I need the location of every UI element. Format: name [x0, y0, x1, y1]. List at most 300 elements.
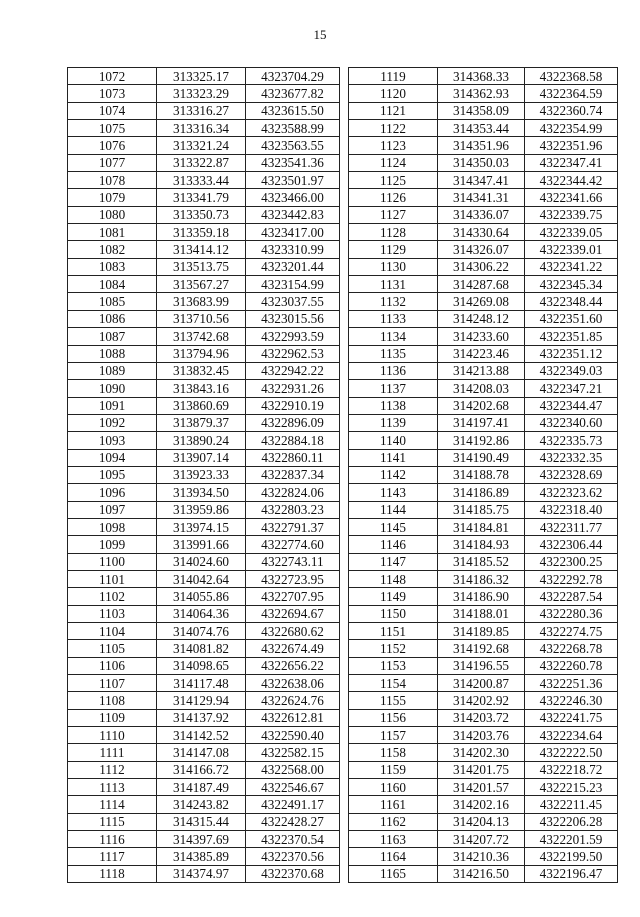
table-row: [349, 692, 618, 709]
point-number-cell: 1078: [68, 172, 157, 189]
y-coordinate-cell: 4323704.29: [246, 68, 340, 85]
y-coordinate-cell: 4322344.47: [525, 397, 618, 414]
y-coordinate-cell: 4322638.06: [246, 675, 340, 692]
point-number-cell: 1162: [349, 813, 438, 830]
table-row: [349, 831, 618, 848]
y-coordinate-cell: 4322201.59: [525, 831, 618, 848]
x-coordinate-cell: 314098.65: [157, 657, 246, 674]
table-row: [349, 137, 618, 154]
table-row: [349, 675, 618, 692]
y-coordinate-cell: 4322349.03: [525, 362, 618, 379]
y-coordinate-cell: 4322910.19: [246, 397, 340, 414]
y-coordinate-cell: 4323154.99: [246, 276, 340, 293]
table-row: [68, 154, 340, 171]
x-coordinate-cell: 313316.34: [157, 120, 246, 137]
table-row: [68, 102, 340, 119]
point-number-cell: 1082: [68, 241, 157, 258]
point-number-cell: 1096: [68, 484, 157, 501]
point-number-cell: 1161: [349, 796, 438, 813]
table-row: [68, 657, 340, 674]
table-row: [68, 640, 340, 657]
table-row: [349, 380, 618, 397]
x-coordinate-cell: 314353.44: [438, 120, 525, 137]
table-row: [68, 692, 340, 709]
table-row: [68, 449, 340, 466]
x-coordinate-cell: 314202.68: [438, 397, 525, 414]
table-row: [349, 85, 618, 102]
table-row: [349, 484, 618, 501]
point-number-cell: 1152: [349, 640, 438, 657]
y-coordinate-cell: 4322837.34: [246, 466, 340, 483]
y-coordinate-cell: 4322612.81: [246, 709, 340, 726]
point-number-cell: 1088: [68, 345, 157, 362]
y-coordinate-cell: 4322206.28: [525, 813, 618, 830]
coordinate-table-left: [67, 67, 340, 883]
point-number-cell: 1086: [68, 310, 157, 327]
point-number-cell: 1081: [68, 224, 157, 241]
table-row: [349, 397, 618, 414]
point-number-cell: 1111: [68, 744, 157, 761]
x-coordinate-cell: 314203.76: [438, 727, 525, 744]
point-number-cell: 1127: [349, 206, 438, 223]
x-coordinate-cell: 314185.75: [438, 501, 525, 518]
y-coordinate-cell: 4322347.41: [525, 154, 618, 171]
x-coordinate-cell: 314192.68: [438, 640, 525, 657]
x-coordinate-cell: 313860.69: [157, 397, 246, 414]
x-coordinate-cell: 314186.90: [438, 588, 525, 605]
y-coordinate-cell: 4323310.99: [246, 241, 340, 258]
table-row: [349, 848, 618, 865]
table-row: [349, 796, 618, 813]
table-row: [68, 258, 340, 275]
y-coordinate-cell: 4323615.50: [246, 102, 340, 119]
point-number-cell: 1143: [349, 484, 438, 501]
table-row: [349, 727, 618, 744]
table-row: [68, 744, 340, 761]
y-coordinate-cell: 4322292.78: [525, 570, 618, 587]
point-number-cell: 1138: [349, 397, 438, 414]
point-number-cell: 1120: [349, 85, 438, 102]
x-coordinate-cell: 313323.29: [157, 85, 246, 102]
y-coordinate-cell: 4322743.11: [246, 553, 340, 570]
table-row: [68, 553, 340, 570]
point-number-cell: 1087: [68, 328, 157, 345]
x-coordinate-cell: 314064.36: [157, 605, 246, 622]
point-number-cell: 1123: [349, 137, 438, 154]
point-number-cell: 1151: [349, 623, 438, 640]
coordinate-table-right: [348, 67, 618, 883]
table-row: [349, 588, 618, 605]
point-number-cell: 1102: [68, 588, 157, 605]
x-coordinate-cell: 314117.48: [157, 675, 246, 692]
table-row: [68, 206, 340, 223]
table-row: [68, 501, 340, 518]
x-coordinate-cell: 314185.52: [438, 553, 525, 570]
table-row: [349, 189, 618, 206]
y-coordinate-cell: 4323466.00: [246, 189, 340, 206]
y-coordinate-cell: 4323015.56: [246, 310, 340, 327]
x-coordinate-cell: 313890.24: [157, 432, 246, 449]
point-number-cell: 1159: [349, 761, 438, 778]
x-coordinate-cell: 314081.82: [157, 640, 246, 657]
x-coordinate-cell: 313879.37: [157, 414, 246, 431]
table-row: [349, 345, 618, 362]
table-row: [68, 605, 340, 622]
table-row: [68, 362, 340, 379]
point-number-cell: 1105: [68, 640, 157, 657]
x-coordinate-cell: 313907.14: [157, 449, 246, 466]
y-coordinate-cell: 4322344.42: [525, 172, 618, 189]
x-coordinate-cell: 314223.46: [438, 345, 525, 362]
x-coordinate-cell: 314166.72: [157, 761, 246, 778]
x-coordinate-cell: 314204.13: [438, 813, 525, 830]
y-coordinate-cell: 4322287.54: [525, 588, 618, 605]
x-coordinate-cell: 313341.79: [157, 189, 246, 206]
point-number-cell: 1074: [68, 102, 157, 119]
y-coordinate-cell: 4322370.54: [246, 831, 340, 848]
x-coordinate-cell: 314184.93: [438, 536, 525, 553]
point-number-cell: 1101: [68, 570, 157, 587]
x-coordinate-cell: 313513.75: [157, 258, 246, 275]
point-number-cell: 1131: [349, 276, 438, 293]
table-row: [68, 397, 340, 414]
point-number-cell: 1139: [349, 414, 438, 431]
point-number-cell: 1112: [68, 761, 157, 778]
table-row: [349, 154, 618, 171]
table-row: [349, 102, 618, 119]
x-coordinate-cell: 314208.03: [438, 380, 525, 397]
point-number-cell: 1134: [349, 328, 438, 345]
y-coordinate-cell: 4322196.47: [525, 865, 618, 882]
y-coordinate-cell: 4322546.67: [246, 779, 340, 796]
y-coordinate-cell: 4322260.78: [525, 657, 618, 674]
y-coordinate-cell: 4322339.01: [525, 241, 618, 258]
point-number-cell: 1149: [349, 588, 438, 605]
y-coordinate-cell: 4322428.27: [246, 813, 340, 830]
y-coordinate-cell: 4322351.85: [525, 328, 618, 345]
point-number-cell: 1110: [68, 727, 157, 744]
y-coordinate-cell: 4322339.05: [525, 224, 618, 241]
y-coordinate-cell: 4322774.60: [246, 536, 340, 553]
point-number-cell: 1118: [68, 865, 157, 882]
point-number-cell: 1144: [349, 501, 438, 518]
table-row: [349, 206, 618, 223]
table-row: [349, 276, 618, 293]
x-coordinate-cell: 314216.50: [438, 865, 525, 882]
point-number-cell: 1095: [68, 466, 157, 483]
x-coordinate-cell: 313974.15: [157, 518, 246, 535]
x-coordinate-cell: 314368.33: [438, 68, 525, 85]
table-row: [68, 865, 340, 882]
x-coordinate-cell: 314351.96: [438, 137, 525, 154]
y-coordinate-cell: 4322942.22: [246, 362, 340, 379]
point-number-cell: 1164: [349, 848, 438, 865]
x-coordinate-cell: 313321.24: [157, 137, 246, 154]
x-coordinate-cell: 314213.88: [438, 362, 525, 379]
y-coordinate-cell: 4322300.25: [525, 553, 618, 570]
point-number-cell: 1076: [68, 137, 157, 154]
y-coordinate-cell: 4322345.34: [525, 276, 618, 293]
table-row: [68, 432, 340, 449]
y-coordinate-cell: 4322582.15: [246, 744, 340, 761]
x-coordinate-cell: 313843.16: [157, 380, 246, 397]
point-number-cell: 1129: [349, 241, 438, 258]
table-row: [349, 258, 618, 275]
y-coordinate-cell: 4322335.73: [525, 432, 618, 449]
point-number-cell: 1163: [349, 831, 438, 848]
y-coordinate-cell: 4322884.18: [246, 432, 340, 449]
x-coordinate-cell: 313325.17: [157, 68, 246, 85]
point-number-cell: 1084: [68, 276, 157, 293]
y-coordinate-cell: 4322323.62: [525, 484, 618, 501]
point-number-cell: 1136: [349, 362, 438, 379]
y-coordinate-cell: 4322268.78: [525, 640, 618, 657]
table-row: [68, 189, 340, 206]
table-row: [349, 744, 618, 761]
y-coordinate-cell: 4322339.75: [525, 206, 618, 223]
y-coordinate-cell: 4322351.12: [525, 345, 618, 362]
x-coordinate-cell: 314055.86: [157, 588, 246, 605]
y-coordinate-cell: 4322280.36: [525, 605, 618, 622]
point-number-cell: 1092: [68, 414, 157, 431]
point-number-cell: 1109: [68, 709, 157, 726]
x-coordinate-cell: 314186.89: [438, 484, 525, 501]
point-number-cell: 1160: [349, 779, 438, 796]
y-coordinate-cell: 4322931.26: [246, 380, 340, 397]
table-row: [349, 623, 618, 640]
point-number-cell: 1089: [68, 362, 157, 379]
x-coordinate-cell: 313832.45: [157, 362, 246, 379]
point-number-cell: 1157: [349, 727, 438, 744]
point-number-cell: 1099: [68, 536, 157, 553]
point-number-cell: 1148: [349, 570, 438, 587]
table-row: [68, 276, 340, 293]
point-number-cell: 1073: [68, 85, 157, 102]
point-number-cell: 1072: [68, 68, 157, 85]
y-coordinate-cell: 4323442.83: [246, 206, 340, 223]
y-coordinate-cell: 4322803.23: [246, 501, 340, 518]
x-coordinate-cell: 313359.18: [157, 224, 246, 241]
table-row: [349, 605, 618, 622]
x-coordinate-cell: 314200.87: [438, 675, 525, 692]
y-coordinate-cell: 4322656.22: [246, 657, 340, 674]
point-number-cell: 1133: [349, 310, 438, 327]
table-row: [68, 85, 340, 102]
x-coordinate-cell: 313794.96: [157, 345, 246, 362]
x-coordinate-cell: 314315.44: [157, 813, 246, 830]
point-number-cell: 1079: [68, 189, 157, 206]
x-coordinate-cell: 314024.60: [157, 553, 246, 570]
table-row: [349, 293, 618, 310]
y-coordinate-cell: 4322318.40: [525, 501, 618, 518]
point-number-cell: 1108: [68, 692, 157, 709]
y-coordinate-cell: 4323417.00: [246, 224, 340, 241]
point-number-cell: 1100: [68, 553, 157, 570]
point-number-cell: 1119: [349, 68, 438, 85]
x-coordinate-cell: 314326.07: [438, 241, 525, 258]
y-coordinate-cell: 4322328.69: [525, 466, 618, 483]
y-coordinate-cell: 4323541.36: [246, 154, 340, 171]
point-number-cell: 1090: [68, 380, 157, 397]
y-coordinate-cell: 4322241.75: [525, 709, 618, 726]
table-row: [349, 865, 618, 882]
table-row: [68, 518, 340, 535]
table-row: [349, 224, 618, 241]
point-number-cell: 1125: [349, 172, 438, 189]
table-row: [349, 414, 618, 431]
y-coordinate-cell: 4322674.49: [246, 640, 340, 657]
x-coordinate-cell: 314186.32: [438, 570, 525, 587]
table-row: [349, 172, 618, 189]
point-number-cell: 1142: [349, 466, 438, 483]
x-coordinate-cell: 314196.55: [438, 657, 525, 674]
x-coordinate-cell: 314203.72: [438, 709, 525, 726]
table-row: [349, 570, 618, 587]
x-coordinate-cell: 314188.78: [438, 466, 525, 483]
x-coordinate-cell: 314350.03: [438, 154, 525, 171]
y-coordinate-cell: 4323677.82: [246, 85, 340, 102]
x-coordinate-cell: 314358.09: [438, 102, 525, 119]
x-coordinate-cell: 313683.99: [157, 293, 246, 310]
y-coordinate-cell: 4322723.95: [246, 570, 340, 587]
y-coordinate-cell: 4323588.99: [246, 120, 340, 137]
x-coordinate-cell: 314129.94: [157, 692, 246, 709]
y-coordinate-cell: 4322707.95: [246, 588, 340, 605]
y-coordinate-cell: 4322234.64: [525, 727, 618, 744]
y-coordinate-cell: 4322341.22: [525, 258, 618, 275]
table-row: [68, 414, 340, 431]
x-coordinate-cell: 314248.12: [438, 310, 525, 327]
table-row: [349, 709, 618, 726]
y-coordinate-cell: 4322360.74: [525, 102, 618, 119]
x-coordinate-cell: 314233.60: [438, 328, 525, 345]
y-coordinate-cell: 4322340.60: [525, 414, 618, 431]
point-number-cell: 1080: [68, 206, 157, 223]
point-number-cell: 1117: [68, 848, 157, 865]
y-coordinate-cell: 4322624.76: [246, 692, 340, 709]
table-row: [68, 848, 340, 865]
x-coordinate-cell: 313350.73: [157, 206, 246, 223]
y-coordinate-cell: 4322311.77: [525, 518, 618, 535]
table-row: [68, 466, 340, 483]
table-row: [68, 293, 340, 310]
table-row: [349, 328, 618, 345]
table-row: [68, 761, 340, 778]
table-row: [349, 518, 618, 535]
x-coordinate-cell: 314074.76: [157, 623, 246, 640]
table-row: [68, 380, 340, 397]
y-coordinate-cell: 4323501.97: [246, 172, 340, 189]
point-number-cell: 1141: [349, 449, 438, 466]
point-number-cell: 1156: [349, 709, 438, 726]
y-coordinate-cell: 4323037.55: [246, 293, 340, 310]
x-coordinate-cell: 314397.69: [157, 831, 246, 848]
x-coordinate-cell: 313742.68: [157, 328, 246, 345]
point-number-cell: 1104: [68, 623, 157, 640]
y-coordinate-cell: 4322962.53: [246, 345, 340, 362]
point-number-cell: 1126: [349, 189, 438, 206]
y-coordinate-cell: 4322306.44: [525, 536, 618, 553]
point-number-cell: 1083: [68, 258, 157, 275]
table-row: [68, 623, 340, 640]
point-number-cell: 1124: [349, 154, 438, 171]
point-number-cell: 1113: [68, 779, 157, 796]
y-coordinate-cell: 4322215.23: [525, 779, 618, 796]
point-number-cell: 1093: [68, 432, 157, 449]
point-number-cell: 1155: [349, 692, 438, 709]
point-number-cell: 1145: [349, 518, 438, 535]
x-coordinate-cell: 314192.86: [438, 432, 525, 449]
x-coordinate-cell: 314187.49: [157, 779, 246, 796]
table-row: [68, 484, 340, 501]
table-row: [68, 345, 340, 362]
y-coordinate-cell: 4322368.58: [525, 68, 618, 85]
table-row: [68, 813, 340, 830]
point-number-cell: 1094: [68, 449, 157, 466]
x-coordinate-cell: 313923.33: [157, 466, 246, 483]
table-row: [349, 120, 618, 137]
x-coordinate-cell: 313322.87: [157, 154, 246, 171]
point-number-cell: 1130: [349, 258, 438, 275]
point-number-cell: 1116: [68, 831, 157, 848]
table-row: [68, 779, 340, 796]
y-coordinate-cell: 4322993.59: [246, 328, 340, 345]
x-coordinate-cell: 314243.82: [157, 796, 246, 813]
table-row: [68, 675, 340, 692]
x-coordinate-cell: 314190.49: [438, 449, 525, 466]
table-row: [349, 501, 618, 518]
y-coordinate-cell: 4322694.67: [246, 605, 340, 622]
y-coordinate-cell: 4322354.99: [525, 120, 618, 137]
y-coordinate-cell: 4322246.30: [525, 692, 618, 709]
y-coordinate-cell: 4322211.45: [525, 796, 618, 813]
point-number-cell: 1137: [349, 380, 438, 397]
y-coordinate-cell: 4322274.75: [525, 623, 618, 640]
x-coordinate-cell: 314042.64: [157, 570, 246, 587]
point-number-cell: 1114: [68, 796, 157, 813]
x-coordinate-cell: 313333.44: [157, 172, 246, 189]
x-coordinate-cell: 314362.93: [438, 85, 525, 102]
x-coordinate-cell: 313959.86: [157, 501, 246, 518]
table-row: [349, 779, 618, 796]
y-coordinate-cell: 4322824.06: [246, 484, 340, 501]
x-coordinate-cell: 314202.30: [438, 744, 525, 761]
x-coordinate-cell: 314201.57: [438, 779, 525, 796]
coordinate-tables: [67, 67, 618, 883]
y-coordinate-cell: 4322370.56: [246, 848, 340, 865]
y-coordinate-cell: 4322370.68: [246, 865, 340, 882]
x-coordinate-cell: 314202.92: [438, 692, 525, 709]
x-coordinate-cell: 313414.12: [157, 241, 246, 258]
x-coordinate-cell: 314201.75: [438, 761, 525, 778]
y-coordinate-cell: 4322251.36: [525, 675, 618, 692]
table-row: [68, 570, 340, 587]
x-coordinate-cell: 314287.68: [438, 276, 525, 293]
x-coordinate-cell: 314137.92: [157, 709, 246, 726]
y-coordinate-cell: 4322590.40: [246, 727, 340, 744]
table-row: [68, 328, 340, 345]
table-row: [68, 241, 340, 258]
y-coordinate-cell: 4322364.59: [525, 85, 618, 102]
x-coordinate-cell: 314336.07: [438, 206, 525, 223]
y-coordinate-cell: 4322680.62: [246, 623, 340, 640]
table-row: [349, 553, 618, 570]
y-coordinate-cell: 4322351.60: [525, 310, 618, 327]
y-coordinate-cell: 4322222.50: [525, 744, 618, 761]
y-coordinate-cell: 4322332.35: [525, 449, 618, 466]
table-row: [349, 761, 618, 778]
table-row: [68, 709, 340, 726]
